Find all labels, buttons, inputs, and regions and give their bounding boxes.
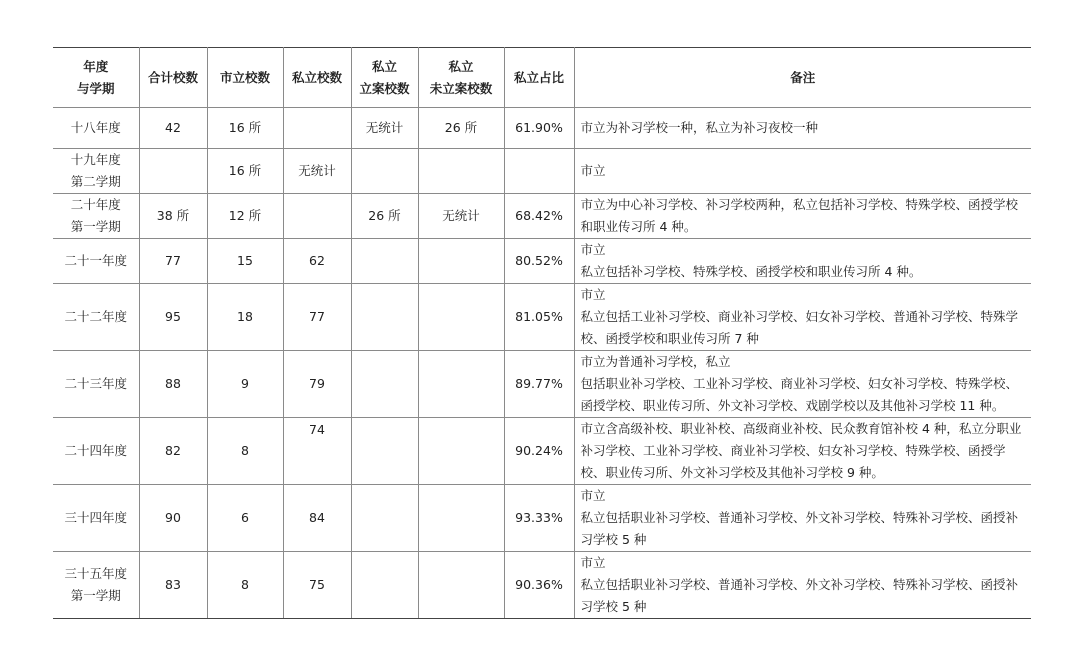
cell-unregistered	[418, 351, 504, 418]
cell-total: 42	[139, 108, 207, 149]
cell-ratio: 90.36%	[504, 552, 574, 619]
cell-total: 90	[139, 485, 207, 552]
cell-total: 95	[139, 284, 207, 351]
table-row	[53, 149, 1031, 194]
header-municipal: 市立校数	[207, 48, 283, 108]
header-private-unregistered: 私立 未立案校数	[418, 48, 504, 108]
cell-municipal: 12 所	[207, 194, 283, 239]
cell-total: 82	[139, 418, 207, 485]
cell-year: 三十四年度	[53, 485, 139, 552]
cell-year: 二十二年度	[53, 284, 139, 351]
cell-private: 79	[283, 351, 351, 418]
cell-ratio: 81.05%	[504, 284, 574, 351]
table-row	[53, 284, 1031, 351]
statistics-table	[53, 47, 1031, 619]
cell-private: 无统计	[283, 149, 351, 194]
cell-registered	[351, 239, 418, 284]
cell-private	[283, 108, 351, 149]
cell-municipal: 16 所	[207, 108, 283, 149]
cell-note: 市立 私立包括职业补习学校、普通补习学校、外文补习学校、特殊补习学校、函授补习学校 5 种	[574, 552, 1031, 619]
table-row	[53, 485, 1031, 552]
cell-private: 77	[283, 284, 351, 351]
header-year: 年度 与学期	[53, 48, 139, 108]
table-row	[53, 552, 1031, 619]
cell-total: 83	[139, 552, 207, 619]
cell-registered	[351, 485, 418, 552]
cell-unregistered	[418, 239, 504, 284]
cell-note: 市立 私立包括工业补习学校、商业补习学校、妇女补习学校、普通补习学校、特殊学校、函授学校和职业传习所 7 种	[574, 284, 1031, 351]
cell-private: 75	[283, 552, 351, 619]
cell-municipal: 9	[207, 351, 283, 418]
cell-private: 62	[283, 239, 351, 284]
cell-note: 市立 私立包括补习学校、特殊学校、函授学校和职业传习所 4 种。	[574, 239, 1031, 284]
cell-municipal: 6	[207, 485, 283, 552]
cell-ratio: 61.90%	[504, 108, 574, 149]
cell-ratio: 93.33%	[504, 485, 574, 552]
cell-ratio	[504, 149, 574, 194]
cell-municipal: 8	[207, 552, 283, 619]
cell-unregistered	[418, 149, 504, 194]
cell-unregistered	[418, 485, 504, 552]
header-private-ratio: 私立占比	[504, 48, 574, 108]
cell-ratio: 68.42%	[504, 194, 574, 239]
cell-year: 三十五年度 第一学期	[53, 552, 139, 619]
table-row	[53, 108, 1031, 149]
cell-year: 十九年度 第二学期	[53, 149, 139, 194]
cell-total: 88	[139, 351, 207, 418]
cell-municipal: 15	[207, 239, 283, 284]
header-notes: 备注	[574, 48, 1031, 108]
table-row	[53, 351, 1031, 418]
cell-private: 84	[283, 485, 351, 552]
cell-ratio: 80.52%	[504, 239, 574, 284]
cell-registered: 26 所	[351, 194, 418, 239]
cell-total: 38 所	[139, 194, 207, 239]
cell-note: 市立为补习学校一种，私立为补习夜校一种	[574, 108, 1031, 149]
cell-private: 74	[283, 418, 351, 485]
header-total: 合计校数	[139, 48, 207, 108]
table-row	[53, 194, 1031, 239]
cell-ratio: 90.24%	[504, 418, 574, 485]
cell-year: 二十三年度	[53, 351, 139, 418]
cell-unregistered: 无统计	[418, 194, 504, 239]
table-row	[53, 239, 1031, 284]
cell-year: 二十一年度	[53, 239, 139, 284]
cell-note: 市立为普通补习学校，私立 包括职业补习学校、工业补习学校、商业补习学校、妇女补习学校、特殊学校、函授学校、职业传习所、外文补习学校、戏剧学校以及其他补习学校 11 种。	[574, 351, 1031, 418]
cell-ratio: 89.77%	[504, 351, 574, 418]
cell-registered	[351, 552, 418, 619]
cell-municipal: 18	[207, 284, 283, 351]
cell-registered	[351, 418, 418, 485]
header-private: 私立校数	[283, 48, 351, 108]
cell-registered	[351, 351, 418, 418]
cell-total	[139, 149, 207, 194]
header-private-registered: 私立 立案校数	[351, 48, 418, 108]
cell-registered	[351, 284, 418, 351]
cell-municipal: 8	[207, 418, 283, 485]
cell-unregistered	[418, 552, 504, 619]
cell-note: 市立为中心补习学校、补习学校两种，私立包括补习学校、特殊学校、函授学校和职业传习所 4 种。	[574, 194, 1031, 239]
cell-unregistered	[418, 418, 504, 485]
cell-registered: 无统计	[351, 108, 418, 149]
cell-note: 市立	[574, 149, 1031, 194]
cell-year: 二十年度 第一学期	[53, 194, 139, 239]
cell-note: 市立 私立包括职业补习学校、普通补习学校、外文补习学校、特殊补习学校、函授补习学校 5 种	[574, 485, 1031, 552]
cell-private	[283, 194, 351, 239]
cell-registered	[351, 149, 418, 194]
table-row	[53, 418, 1031, 485]
cell-note: 市立含高级补校、职业补校、高级商业补校、民众教育馆补校 4 种，私立分职业补习学校、工业补习学校、商业补习学校、妇女补习学校、特殊学校、函授学校、职业传习所、外文补习学校及其他补习学校 9 种。	[574, 418, 1031, 485]
header-row	[53, 48, 1031, 108]
cell-total: 77	[139, 239, 207, 284]
cell-unregistered	[418, 284, 504, 351]
cell-year: 二十四年度	[53, 418, 139, 485]
cell-unregistered: 26 所	[418, 108, 504, 149]
cell-year: 十八年度	[53, 108, 139, 149]
cell-municipal: 16 所	[207, 149, 283, 194]
